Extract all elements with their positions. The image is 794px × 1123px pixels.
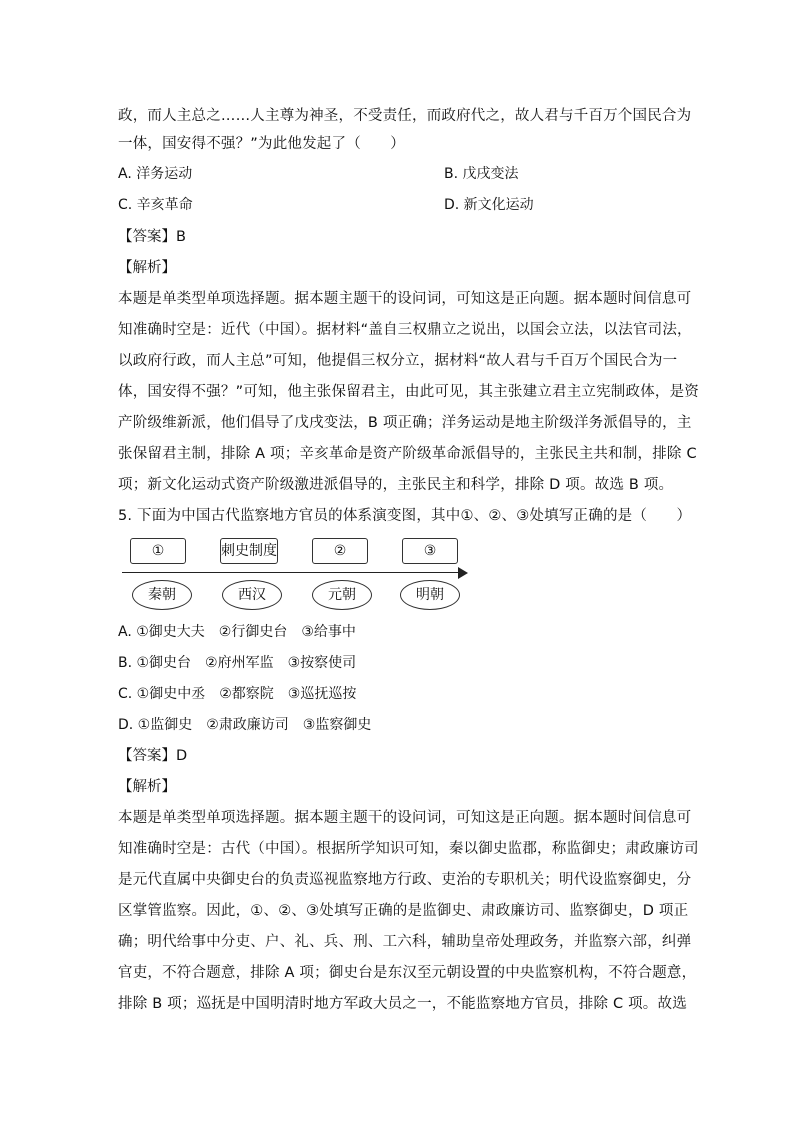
q5-option-c: C. ①御史中丞 ②都察院 ③巡抚巡按 xyxy=(118,686,357,702)
q4-answer: 【答案】B xyxy=(118,229,186,245)
q4-analysis-line-2: 知准确时空是：近代（中国）。据材料“盖自三权鼎立之说出，以国会立法，以法官司法， xyxy=(118,322,692,338)
q5-answer: 【答案】D xyxy=(118,748,188,764)
q5-analysis-line-1: 本题是单类型单项选择题。据本题主题干的设问词，可知这是正向题。据本题时间信息可 xyxy=(118,810,692,826)
diagram-era-2: 西汉 xyxy=(222,580,282,610)
diagram-era-4: 明朝 xyxy=(400,580,460,610)
q5-analysis-line-6: 官吏，不符合题意，排除 A 项；御史台是东汉至元朝设置的中央监察机构，不符合题意， xyxy=(118,965,697,981)
q5-analysis-line-3: 是元代直属中央御史台的负责巡视监察地方行政、吏治的专职机关；明代设监察御史，分 xyxy=(118,872,692,888)
intro-line-2: 一体，国安得不强？”为此他发起了（ ） xyxy=(118,136,406,152)
q5-option-a: A. ①御史大夫 ②行御史台 ③给事中 xyxy=(118,624,356,640)
q5-stem: 5. 下面为中国古代监察地方官员的体系演变图，其中①、②、③处填写正确的是（ ） xyxy=(118,508,692,524)
intro-line-1: 政，而人主总之……人主尊为神圣，不受责任，而政府代之，故人君与千百万个国民合为 xyxy=(118,108,692,124)
diagram-era-1: 秦朝 xyxy=(132,580,192,610)
diagram-box-1: ① xyxy=(130,538,186,564)
diagram-era-3: 元朝 xyxy=(312,580,372,610)
q4-analysis-line-4: 体，国安得不强？”可知，他主张保留君主，由此可见，其主张建立君主立宪制政体，是资 xyxy=(118,384,700,400)
diagram-box-3: ② xyxy=(312,538,368,564)
q4-analysis-line-7: 项；新文化运动式资产阶级激进派倡导的，主张民主和科学，排除 D 项。故选 B 项。 xyxy=(118,477,674,493)
q4-option-d: D. 新文化运动 xyxy=(444,197,534,213)
evolution-diagram xyxy=(118,532,478,616)
q5-analysis-title: 【解析】 xyxy=(118,779,176,795)
q4-analysis-line-1: 本题是单类型单项选择题。据本题主题干的设问词，可知这是正向题。据本题时间信息可 xyxy=(118,291,692,307)
q5-analysis-line-7: 排除 B 项；巡抚是中国明清时地方军政大员之一，不能监察地方官员，排除 C 项。故选 xyxy=(118,996,687,1012)
q5-analysis-line-2: 知准确时空是：古代（中国）。根据所学知识可知，秦以御史监郡，称监御史；肃政廉访司 xyxy=(118,841,699,857)
q4-analysis-title: 【解析】 xyxy=(118,260,176,276)
q5-analysis-line-4: 区掌管监察。因此，①、②、③处填写正确的是监御史、肃政廉访司、监察御史，D 项正 xyxy=(118,903,689,919)
q4-analysis-line-6: 张保留君主制，排除 A 项；辛亥革命是资产阶级革命派倡导的，主张民主共和制，排除 C xyxy=(118,446,697,462)
timeline-arrow-icon xyxy=(458,567,468,579)
q4-option-b: B. 戊戌变法 xyxy=(444,166,519,182)
q4-option-c: C. 辛亥革命 xyxy=(118,197,193,213)
diagram-box-4: ③ xyxy=(402,538,458,564)
timeline-axis xyxy=(122,572,460,573)
q5-analysis-line-5: 确；明代给事中分吏、户、礼、兵、刑、工六科，辅助皇帝处理政务，并监察六部，纠弹 xyxy=(118,934,692,950)
q4-analysis-line-3: 以政府行政，而人主总”可知，他提倡三权分立，据材料“故人君与千百万个国民合为一 xyxy=(118,353,678,369)
q4-option-a: A. 洋务运动 xyxy=(118,166,193,182)
diagram-box-2: 刺史制度 xyxy=(220,538,278,564)
q5-option-d: D. ①监御史 ②肃政廉访司 ③监察御史 xyxy=(118,717,372,733)
q5-option-b: B. ①御史台 ②府州军监 ③按察使司 xyxy=(118,655,357,671)
q4-analysis-line-5: 产阶级维新派，他们倡导了戊戌变法，B 项正确；洋务运动是地主阶级洋务派倡导的，主 xyxy=(118,415,692,431)
